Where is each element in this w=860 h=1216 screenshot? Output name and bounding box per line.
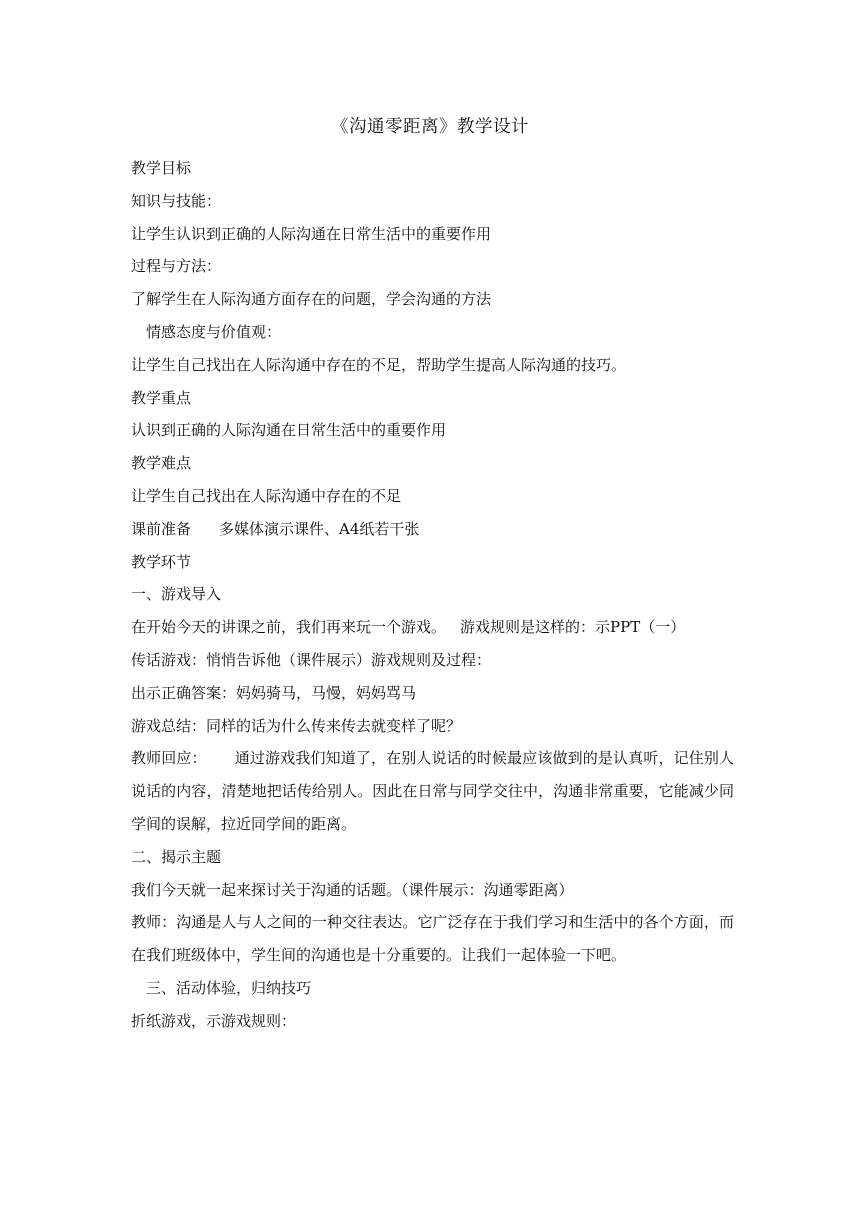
text-line: 让学生自己找出在人际沟通中存在的不足，帮助学生提高人际沟通的技巧。 [131,355,627,374]
heading-key-points: 教学重点 [131,388,192,407]
preparation-line [131,513,734,546]
section-heading-activity: 三、活动体验，归纳技巧 [146,978,312,997]
teacher-response-text: 通过游戏我们知道了，在别人说话的时候最应该做到的是认真听，记住别人说话的内容，清楚地把话传给别人。因此在日常与同学交往中，沟通非常重要，它能减少同学间的误解，拉近同学间的距离。 [131,749,734,833]
section-heading-reveal-theme: 二、揭示主题 [131,847,222,866]
section-heading-game-intro: 一、游戏导入 [131,585,222,604]
text-line: 传话游戏：悄悄告诉他（课件展示）游戏规则及过程： [131,650,492,669]
subheading-emotion-values: 情感态度与价值观： [146,322,282,341]
text-line: 了解学生在人际沟通方面存在的问题，学会沟通的方法 [131,290,492,309]
text-line: 游戏总结：同样的话为什么传来传去就变样了呢？ [131,716,462,735]
teacher-response-paragraph [131,742,734,840]
text-line: 认识到正确的人际沟通在日常生活中的重要作用 [131,421,447,440]
subheading-knowledge-skills: 知识与技能： [131,191,222,210]
heading-teaching-steps: 教学环节 [131,552,192,571]
subheading-process-methods: 过程与方法： [131,257,222,276]
heading-teaching-goals: 教学目标 [131,159,192,177]
text-line: 我们今天就一起来探讨关于沟通的话题。（课件展示：沟通零距离） [131,880,574,899]
text-line: 折纸游戏，示游戏规则： [131,1011,297,1030]
text-line [131,611,734,644]
text-segment: 游戏规则是这样的：示PPT（一） [460,618,686,637]
text-line: 出示正确答案：妈妈骑马，马慢，妈妈骂马 [131,683,417,702]
teacher-response-label: 教师回应： [131,749,207,768]
heading-difficulties: 教学难点 [131,454,192,473]
text-line: 让学生认识到正确的人际沟通在日常生活中的重要作用 [131,224,492,243]
text-segment: 在开始今天的讲课之前，我们再来玩一个游戏。 [131,618,447,637]
text-line: 让学生自己找出在人际沟通中存在的不足 [131,486,402,505]
teacher-paragraph: 教师：沟通是人与人之间的一种交往表达。它广泛存在于我们学习和生活中的各个方面，而在我们班级体中，学生间的沟通也是十分重要的。让我们一起体验一下吧。 [131,913,734,965]
document-title: 《沟通零距离》教学设计 [331,117,529,137]
preparation-label: 课前准备 [131,519,192,538]
document-body [131,152,734,1038]
preparation-text: 多媒体演示课件、A4纸若干张 [219,519,420,538]
